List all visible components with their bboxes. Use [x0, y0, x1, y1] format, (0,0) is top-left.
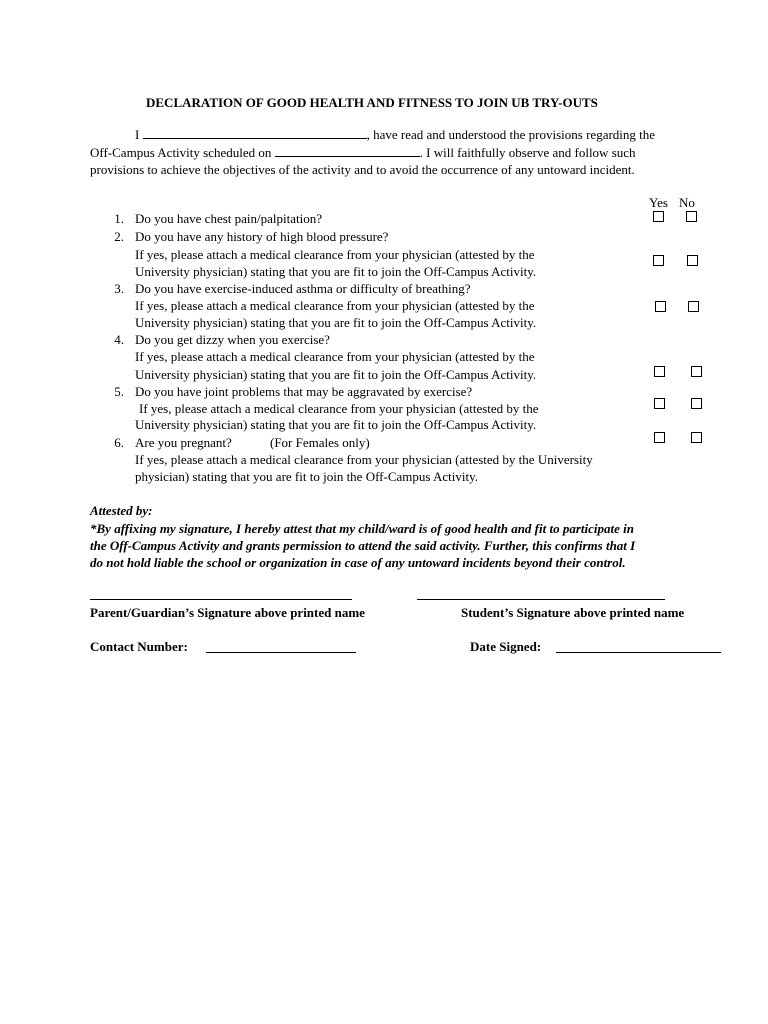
question-text: Do you have joint problems that may be aggravated by exercise?	[135, 384, 473, 399]
question-detail: physician) stating that you are fit to join the Off-Campus Activity.	[135, 469, 478, 484]
question-detail: If yes, please attach a medical clearance from your physician (attested by the	[135, 349, 535, 364]
attestation-text: do not hold liable the school or organization in case of any untoward incidents beyond their control.	[90, 555, 626, 570]
q2-no-checkbox[interactable]	[687, 255, 698, 266]
question-number: 2.	[114, 229, 124, 244]
question-number: 6.	[114, 435, 124, 450]
q5-yes-checkbox[interactable]	[654, 398, 665, 409]
parent-signature-label: Parent/Guardian’s Signature above printed name	[90, 605, 365, 620]
contact-number-blank[interactable]	[206, 652, 356, 653]
question-note: (For Females only)	[270, 435, 370, 450]
question-number: 1.	[114, 211, 124, 226]
q6-yes-checkbox[interactable]	[654, 432, 665, 443]
question-detail: University physician) stating that you are fit to join the Off-Campus Activity.	[135, 417, 537, 432]
question-text: Do you have any history of high blood pressure?	[135, 229, 389, 244]
attestation-text: *By affixing my signature, I hereby attest that my child/ward is of good health and fit to participate in	[90, 521, 634, 536]
intro-line-1-text: , have read and understood the provisions regarding the	[366, 127, 656, 142]
q4-yes-checkbox[interactable]	[654, 366, 665, 377]
page-title: DECLARATION OF GOOD HEALTH AND FITNESS TO JOIN UB TRY-OUTS	[146, 95, 598, 110]
q3-yes-checkbox[interactable]	[655, 301, 666, 312]
intro-line-2-end: . I will faithfully observe and follow such	[419, 145, 636, 160]
question-text: Do you have exercise-induced asthma or difficulty of breathing?	[135, 281, 471, 296]
student-signature-label: Student’s Signature above printed name	[461, 605, 685, 620]
question-number: 4.	[114, 332, 124, 347]
yes-header: Yes	[649, 195, 668, 210]
q6-no-checkbox[interactable]	[691, 432, 702, 443]
q4-no-checkbox[interactable]	[691, 366, 702, 377]
attestation-text: the Off-Campus Activity and grants permission to attend the said activity. Further, this confirms that I	[90, 538, 636, 553]
question-number: 5.	[114, 384, 124, 399]
intro-line-2	[90, 144, 636, 161]
question-detail: University physician) stating that you are fit to join the Off-Campus Activity.	[135, 315, 537, 330]
intro-line-1	[135, 126, 655, 143]
name-blank[interactable]	[143, 126, 367, 139]
student-signature-line[interactable]	[417, 599, 665, 600]
no-header: No	[679, 195, 695, 210]
date-signed-blank[interactable]	[556, 652, 721, 653]
contact-number-label: Contact Number:	[90, 639, 188, 654]
q2-yes-checkbox[interactable]	[653, 255, 664, 266]
intro-pronoun: I	[135, 127, 140, 142]
schedule-date-blank[interactable]	[275, 144, 420, 157]
q5-no-checkbox[interactable]	[691, 398, 702, 409]
question-number: 3.	[114, 281, 124, 296]
intro-line-3: provisions to achieve the objectives of the activity and to avoid the occurrence of any untoward incident.	[90, 162, 635, 177]
date-signed-label: Date Signed:	[470, 639, 542, 654]
question-detail: University physician) stating that you are fit to join the Off-Campus Activity.	[135, 367, 537, 382]
question-detail: If yes, please attach a medical clearance from your physician (attested by the	[139, 401, 539, 416]
intro-line-2-text: Off-Campus Activity scheduled on	[90, 145, 272, 160]
question-detail: If yes, please attach a medical clearance from your physician (attested by the	[135, 298, 535, 313]
question-detail: University physician) stating that you are fit to join the Off-Campus Activity.	[135, 264, 537, 279]
question-detail: If yes, please attach a medical clearance from your physician (attested by the	[135, 247, 535, 262]
q3-no-checkbox[interactable]	[688, 301, 699, 312]
question-text: Do you have chest pain/palpitation?	[135, 211, 323, 226]
question-text: Are you pregnant?	[135, 435, 232, 450]
q1-no-checkbox[interactable]	[686, 211, 697, 222]
q1-yes-checkbox[interactable]	[653, 211, 664, 222]
question-detail: If yes, please attach a medical clearance from your physician (attested by the University	[135, 452, 593, 467]
question-text: Do you get dizzy when you exercise?	[135, 332, 330, 347]
parent-signature-line[interactable]	[90, 599, 352, 600]
attested-heading: Attested by:	[90, 503, 153, 518]
